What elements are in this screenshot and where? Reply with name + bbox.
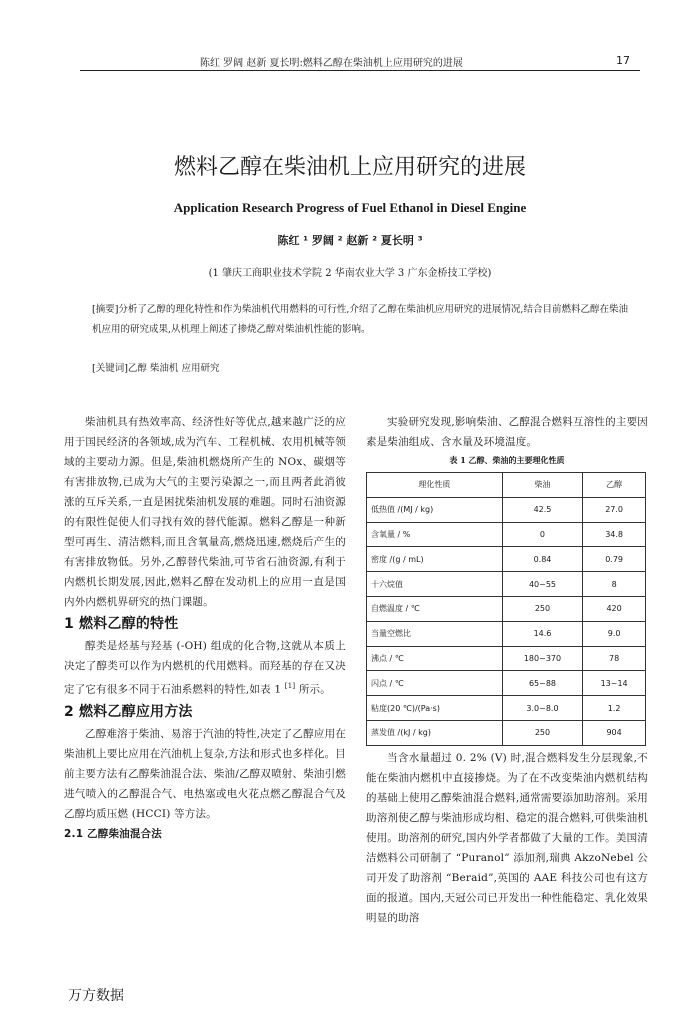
table-cell: 420 xyxy=(583,596,646,621)
properties-table xyxy=(366,472,646,746)
table-cell: 蒸发值 /(kJ / kg) xyxy=(367,720,503,745)
table-cell: 密度 /(g / mL) xyxy=(367,547,503,572)
table-row xyxy=(367,671,646,696)
running-head-text: 陈红 罗阔 赵新 夏长明:燃料乙醇在柴油机上应用研究的进展 xyxy=(200,58,463,69)
table-cell: 78 xyxy=(583,646,646,671)
right-column-bottom xyxy=(366,748,648,928)
table-cell: 40~55 xyxy=(502,572,583,597)
table-cell: 粘度(20 ℃)/(Pa·s) xyxy=(367,696,503,721)
table-cell: 0 xyxy=(502,522,583,547)
section-2-paragraph: 乙醇难溶于柴油、易溶于汽油的特性,决定了乙醇应用在柴油机上要比应用在汽油机上复杂,方法和形式也多样化。目前主要方法有乙醇柴油混合法、柴油/乙醇双喷射、柴油引燃进气喷入的乙醇混合气、电热塞或电火花点燃乙醇混合气及乙醇均质压燃 (HCCI) 等方法。 xyxy=(64,727,346,820)
section-1-text-a: 醇类是烃基与羟基 (-OH) 组成的化合物,这就从本质上决定了醇类可以作为内燃机的代用燃料。而羟基的存在又决定了它有很多不同于石油系燃料的特性,如表 1 xyxy=(64,640,346,696)
abstract: [摘要]分析了乙醇的理化特性和作为柴油机代用燃料的可行性,介绍了乙醇在柴油机应用研究的进展情况,结合目前燃料乙醇在柴油机应用的研究成果,从机理上阐述了掺烧乙醇对柴油机性能的影响。 xyxy=(92,304,628,335)
table-cell: 十六烷值 xyxy=(367,572,503,597)
table-row xyxy=(367,547,646,572)
table-cell: 沸点 / ℃ xyxy=(367,646,503,671)
table-header-cell: 理化性质 xyxy=(367,473,503,498)
table-caption: 表 1 乙醇、柴油的主要理化性质 xyxy=(449,455,565,465)
keywords: [关键词]乙醇 柴油机 应用研究 xyxy=(92,363,220,374)
table-cell: 含氧量 / % xyxy=(367,522,503,547)
table-header-cell: 乙醇 xyxy=(583,473,646,498)
section-heading-1: 1 燃料乙醇的特性 xyxy=(64,616,179,632)
citation-ref: [1] xyxy=(284,682,296,690)
table-row xyxy=(367,646,646,671)
table-header-cell: 柴油 xyxy=(502,473,583,498)
table-cell: 42.5 xyxy=(502,497,583,522)
table-header-row xyxy=(367,473,646,498)
table-row xyxy=(367,497,646,522)
author-list: 陈红 ¹ 罗阔 ² 赵新 ² 夏长明 ³ xyxy=(277,234,423,247)
footer-watermark: 万方数据 xyxy=(68,988,124,1004)
table-cell: 27.0 xyxy=(583,497,646,522)
table-cell: 13~14 xyxy=(583,671,646,696)
table-cell: 250 xyxy=(502,596,583,621)
table-row xyxy=(367,572,646,597)
table-cell: 当量空燃比 xyxy=(367,621,503,646)
table-cell: 250 xyxy=(502,720,583,745)
section-1-text-b: 所示。 xyxy=(295,683,331,696)
table-cell: 14.6 xyxy=(502,621,583,646)
table-cell: 0.84 xyxy=(502,547,583,572)
table-cell: 9.0 xyxy=(583,621,646,646)
table-row xyxy=(367,696,646,721)
table-cell: 180~370 xyxy=(502,646,583,671)
table-cell: 1.2 xyxy=(583,696,646,721)
table-row xyxy=(367,621,646,646)
table-cell: 3.0~8.0 xyxy=(502,696,583,721)
paper-title-chinese: 燃料乙醇在柴油机上应用研究的进展 xyxy=(173,155,526,180)
table-cell: 自燃温度 / ℃ xyxy=(367,596,503,621)
table-row xyxy=(367,720,646,745)
table-cell: 34.8 xyxy=(583,522,646,547)
paper-title-english: Application Research Progress of Fuel Ethanol in Diesel Engine xyxy=(173,200,527,215)
table-row xyxy=(367,596,646,621)
section-1-paragraph xyxy=(64,636,346,700)
table-cell: 低热值 /(MJ / kg) xyxy=(367,497,503,522)
subsection-heading-2-1: 2.1 乙醇柴油混合法 xyxy=(64,827,162,840)
table-row xyxy=(367,522,646,547)
table-cell: 8 xyxy=(583,572,646,597)
table-cell: 65~88 xyxy=(502,671,583,696)
right-paragraph-1: 实验研究发现,影响柴油、乙醇混合燃料互溶性的主要因素是柴油组成、含水量及环境温度。 xyxy=(366,416,648,448)
right-column-top xyxy=(366,412,648,452)
affiliations: (1 肇庆工商职业技术学院 2 华南农业大学 3 广东金桥技工学校) xyxy=(208,268,492,279)
header-rule xyxy=(80,70,640,71)
table-cell: 0.79 xyxy=(583,547,646,572)
running-header xyxy=(80,54,640,68)
table-cell: 闪点 / ℃ xyxy=(367,671,503,696)
intro-paragraph: 柴油机具有热效率高、经济性好等优点,越来越广泛的应用于国民经济的各领域,成为汽车、工程机械、农用机械等领域的主要动力源。但是,柴油机燃烧所产生的 NOx、碳烟等有害排放物,已成为大气的主要污染源之一,而且两者此消彼涨的互斥关系,一直是困扰柴油机发展的难题。同时石油资源的有限性促使人们寻找有效的替代能源。燃料乙醇是一种新型可再生、清洁燃料,而且含氧量高,燃烧迅速,燃烧后产生的有害排放物低。另外,乙醇替代柴油,可节省石油资源,有利于内燃机长期发展,因此,燃料乙醇在发动机上的应用一直是国内外内燃机界研究的热门课题。 xyxy=(64,416,346,608)
left-column xyxy=(64,412,346,844)
table-cell: 904 xyxy=(583,720,646,745)
section-heading-2: 2 燃料乙醇应用方法 xyxy=(64,703,193,720)
page-number: 17 xyxy=(616,54,630,67)
right-paragraph-2: 当含水量超过 0. 2% (V) 时,混合燃料发生分层现象,不能在柴油内燃机中直接掺烧。为了在不改变柴油内燃机结构的基础上使用乙醇柴油混合燃料,通常需要添加助溶剂。采用助溶剂使乙醇与柴油形成均相、稳定的混合燃料,可供柴油机使用。助溶剂的研究,国内外学者都做了大量的工作。美国清洁燃料公司研制了 “Puranol” 添加剂,瑞典 AkzoNebel 公司开发了助溶剂 “Beraid”,英国的 AAE 科技公司也有这方面的报道。国内,天冠公司已开发出一种性能稳定、乳化效果明显的助溶 xyxy=(366,752,648,924)
